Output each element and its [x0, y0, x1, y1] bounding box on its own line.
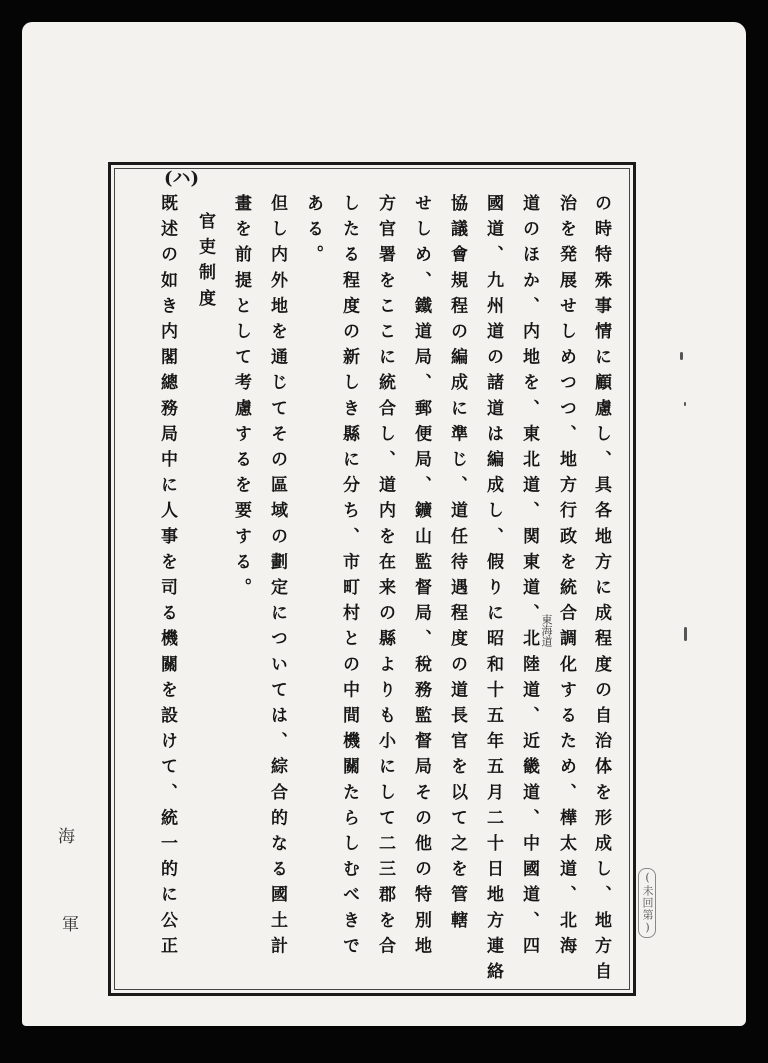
- stain-mark-1: [680, 352, 683, 360]
- text-column-6: せしめ、鐵道局、郵便局、鑛山監督局、稅務監督局その他の特別地: [411, 194, 431, 962]
- text-column-1: の時特殊事情に顧慮し、具各地方に成程度の自治体を形成し、地方自: [591, 194, 611, 988]
- document-page: [22, 22, 746, 1026]
- margin-char-2: 軍: [62, 915, 79, 935]
- text-column-4: 國道、九州道の諸道は編成し、假りに昭和十五年五月二十日地方連絡: [483, 194, 503, 988]
- stain-mark-3: [684, 627, 687, 641]
- section-heading: (ハ): [164, 168, 200, 189]
- text-column-10: 但し内外地を通じてその區域の劃定については、綜合的なる國土計: [267, 194, 287, 962]
- stain-mark-2: [684, 402, 686, 406]
- text-column-13: 既述の如き内閣總務局中に人事を司る機關を設けて、統一的に公正: [157, 194, 177, 962]
- text-column-9: ある。: [303, 194, 323, 271]
- text-column-11: 畫を前提として考慮するを要する。: [231, 194, 251, 604]
- margin-stamp: (未回第): [638, 868, 656, 938]
- text-column-8: したる程度の新しき縣に分ち、市町村との中間機關たらしむべきで: [339, 194, 359, 962]
- handwritten-note: 東海道: [540, 614, 553, 647]
- margin-char-1: 海: [58, 827, 75, 847]
- text-column-3: 道のほか、内地を、東北道、関東道、北陸道、近畿道、中國道、四: [519, 194, 539, 962]
- text-column-5: 協議會規程の編成に準じ、道任待遇程度の道長官を以て之を管轄: [447, 194, 467, 937]
- text-column-heading: 官吏制度: [195, 212, 215, 315]
- text-column-7: 方官署をここに統合し、道内を在来の縣よりも小にして二三郡を合: [375, 194, 395, 962]
- text-column-2: 治を発展せしめつつ、地方行政を統合調化するため、樺太道、北海: [556, 194, 576, 962]
